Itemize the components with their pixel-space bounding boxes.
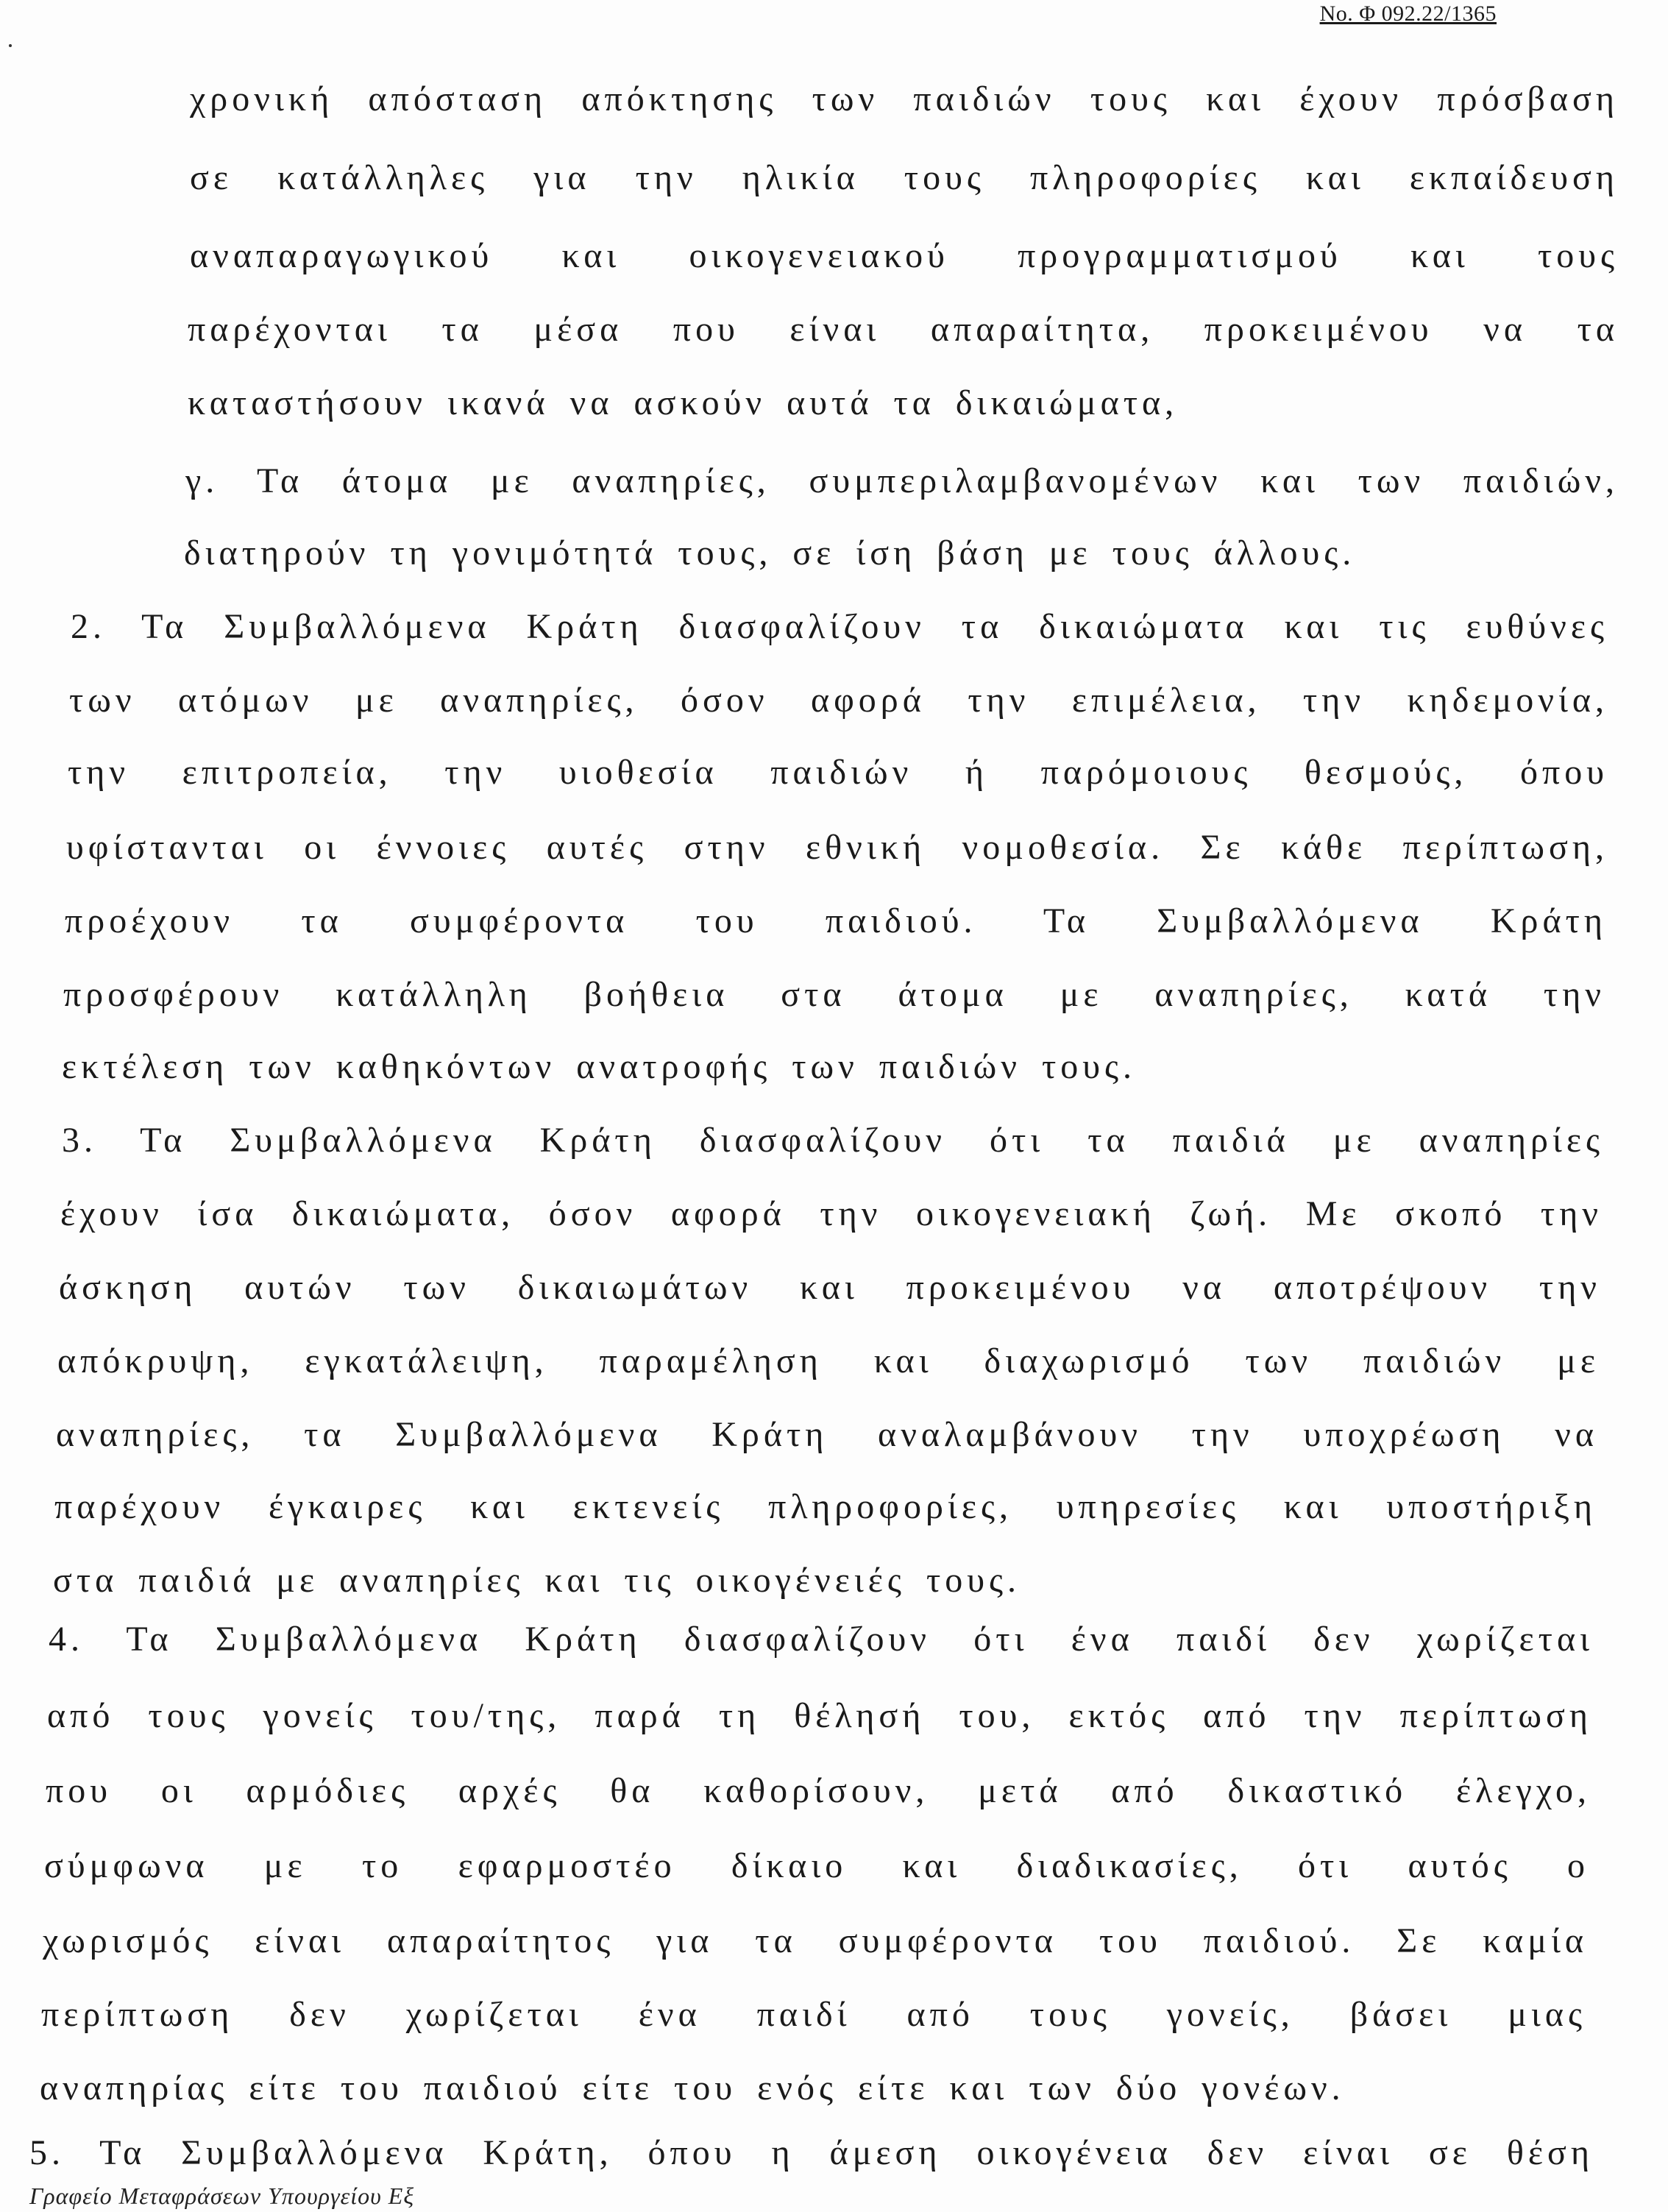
text-line: προέχουν τα συμφέροντα του παιδιού. Τα Συμβαλλόμενα Κράτη <box>65 901 1607 940</box>
text-line: 4. Τα Συμβαλλόμενα Κράτη διασφαλίζουν ότι ένα παιδί δεν χωρίζεται <box>49 1620 1594 1659</box>
text-line: άσκηση αυτών των δικαιωμάτων και προκειμένου να αποτρέψουν την <box>59 1268 1601 1307</box>
text-line: διατηρούν τη γονιμότητά τους, σε ίση βάση με τους άλλους. <box>184 533 1356 573</box>
text-line: προσφέρουν κατάλληλη βοήθεια στα άτομα με αναπηρίες, κατά την <box>63 975 1605 1014</box>
text-line: των ατόμων με αναπηρίες, όσον αφορά την επιμέλεια, την κηδεμονία, <box>69 681 1608 720</box>
text-line: που οι αρμόδιες αρχές θα καθορίσουν, μετά από δικαστικό έλεγχο, <box>46 1771 1591 1810</box>
text-line: από τους γονείς του/της, παρά τη θέλησή του, εκτός από την περίπτωση <box>47 1696 1592 1735</box>
text-line: στα παιδιά με αναπηρίες και τις οικογένειές τους. <box>53 1561 1021 1600</box>
text-line: γ. Τα άτομα με αναπηρίες, συμπεριλαμβανομένων και των παιδιών, <box>185 461 1619 500</box>
footer-text: Γραφείο Μεταφράσεων Υπουργείου Εξ <box>29 2183 415 2209</box>
text-line: σύμφωνα με το εφαρμοστέο δίκαιο και διαδικασίες, ότι αυτός ο <box>44 1846 1589 1885</box>
text-line: περίπτωση δεν χωρίζεται ένα παιδί από τους γονείς, βάσει μιας <box>41 1995 1586 2034</box>
text-line: αναπηρίες, τα Συμβαλλόμενα Κράτη αναλαμβάνουν την υποχρέωση να <box>56 1415 1598 1454</box>
text-line: παρέχουν έγκαιρες και εκτενείς πληροφορίες, υπηρεσίες και υποστήριξη <box>54 1487 1597 1526</box>
text-line: έχουν ίσα δικαιώματα, όσον αφορά την οικογενειακή ζωή. Με σκοπό την <box>60 1194 1603 1233</box>
text-line: απόκρυψη, εγκατάλειψη, παραμέληση και διαχωρισμό των παιδιών με <box>57 1341 1600 1380</box>
text-line: αναπηρίας είτε του παιδιού είτε του ενός είτε και των δύο γονέων. <box>40 2069 1345 2108</box>
text-line: χωρισμός είναι απαραίτητος για τα συμφέροντα του παιδιού. Σε καμία <box>43 1921 1588 1960</box>
text-line: σε κατάλληλες για την ηλικία τους πληροφορίες και εκπαίδευση <box>190 158 1619 197</box>
text-line: χρονική απόσταση απόκτησης των παιδιών τους και έχουν πρόσβαση <box>190 79 1619 118</box>
text-line: την επιτροπεία, την υιοθεσία παιδιών ή παρόμοιους θεσμούς, όπου <box>68 753 1608 792</box>
text-line: εκτέλεση των καθηκόντων ανατροφής των παιδιών τους. <box>62 1047 1137 1086</box>
text-line: αναπαραγωγικού και οικογενειακού προγραμματισμού και τους <box>190 236 1619 275</box>
text-line: 3. Τα Συμβαλλόμενα Κράτη διασφαλίζουν ότι τα παιδιά με αναπηρίες <box>62 1121 1604 1160</box>
text-line: υφίστανται οι έννοιες αυτές στην εθνική νομοθεσία. Σε κάθε περίπτωση, <box>66 828 1608 867</box>
text-line: παρέχονται τα μέσα που είναι απαραίτητα, προκειμένου να τα <box>188 310 1619 349</box>
scan-speck <box>9 44 12 47</box>
reference-number: No. Φ 092.22/1365 <box>1319 1 1497 26</box>
text-line: καταστήσουν ικανά να ασκούν αυτά τα δικαιώματα, <box>188 383 1179 422</box>
text-line: 5. Τα Συμβαλλόμενα Κράτη, όπου η άμεση οικογένεια δεν είναι σε θέση <box>29 2133 1594 2172</box>
text-line: 2. Τα Συμβαλλόμενα Κράτη διασφαλίζουν τα δικαιώματα και τις ευθύνες <box>71 607 1608 646</box>
